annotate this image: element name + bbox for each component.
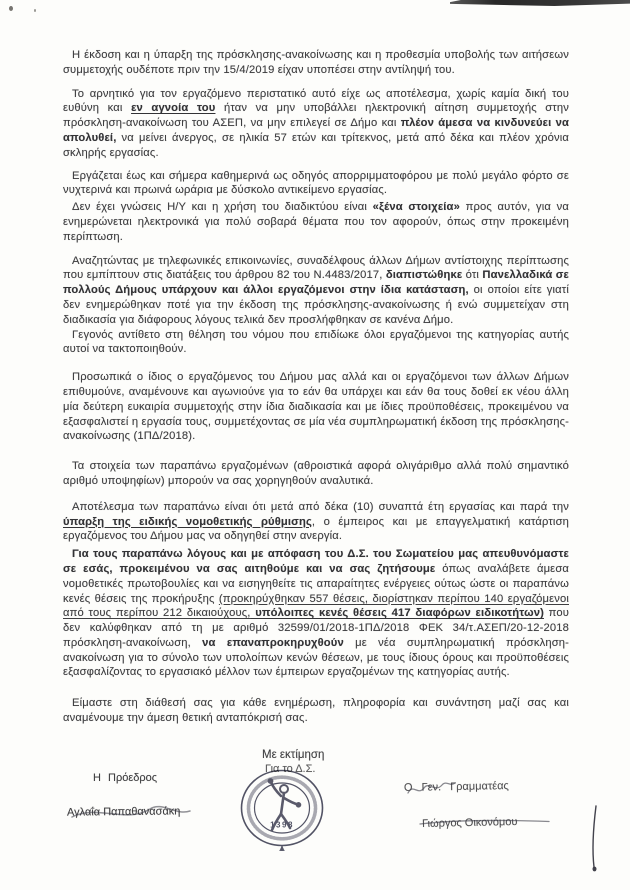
text-run: ότι <box>462 269 483 282</box>
paragraph <box>63 200 569 244</box>
text-run: να επαναπροκηρυχθούν <box>202 636 344 649</box>
text-run: Αποτέλεσμα των παραπάνω είναι ότι μετά από δέκα (10) συναπτά έτη εργασίας και παρά την <box>72 500 569 513</box>
text-run: Είμαστε στη διάθεσή σας για κάθε ενημέρωση, πληροφορία και συνάντηση μαζί σας και αναμένουμε την άμεση θετική ανταπόκρισή σας. <box>63 697 569 725</box>
text-run: Δεν έχει γνώσεις Η/Υ και η χρήση του διαδικτύου είναι <box>72 201 373 214</box>
paragraph <box>63 48 569 78</box>
text-run: Πανελλαδικά σε πολλούς Δήμους υπάρχουν και άλλοι εργαζόμενοι στην ίδια κατάσταση, <box>63 269 569 297</box>
text-run: (προκηρύχθηκαν 557 θέσεις, διορίστηκαν περίπου 140 εργαζόμενοι από τους περίπου 212 δικαιούχους, <box>63 592 569 620</box>
letter-body <box>63 48 569 726</box>
text-run: Προσωπικά ο ίδιος ο εργαζόμενος του Δήμου μας αλλά και οι εργαζόμενοι των άλλων Δήμων επιθυμούνε, αναμένουνε και αγωνιούνε για το εάν θα υπάρχει και εάν θα τους δοθεί εκ νέου άλλη μία δεύτερη ευκαιρία συμμετοχής στην ίδια διαδικασία και με ίδιες προϋποθέσεις, προκειμένου να εξασφαλιστεί η εργασία τους, συμμετέχοντας σε μία νέα συμπληρωματική έκδοση της πρόσκλησης-ανακοίνωσης (1ΠΔ/2018). <box>63 371 569 443</box>
text-run: ήταν να μην υποβάλλει ηλεκτρονική αίτηση συμμετοχής στην πρόσκληση-ανακοίνωση του ΑΣΕΠ, να μην επιλεγεί σε Δήμο και <box>63 102 569 130</box>
pen-mark-right <box>593 806 597 871</box>
paragraph <box>63 169 569 199</box>
stamp-number: 1398 <box>270 820 294 830</box>
closing-salutation: Με εκτίμηση <box>262 749 325 761</box>
scan-speck <box>34 9 36 12</box>
paragraph <box>63 696 569 726</box>
text-run: όπως αναλάβετε άμεσα νομοθετικές πρωτοβουλίες και να εισηγηθείτε τις απαραίτητες ενέργειες ούτως ώστε οι παραπάνω κενές θέσεις της προκήρυξης <box>63 562 569 605</box>
scan-speck <box>9 6 13 11</box>
text-run: Το αρνητικό για τον εργαζόμενο περιστατικό αυτό είχε ως αποτέλεσμα, χωρίς καμία δική του ευθύνη και <box>63 87 569 115</box>
text-run: εν αγνοία του <box>131 102 216 115</box>
text-run: με νέα συμπληρωματική πρόσκληση-ανακοίνωση για το σύνολο των υπολοίπων κενών θέσεων, με τους ίδιους όρους και προϋποθέσεις εξασφαλίζοντας το εργασιακό μέλλον των έμπειρων εργαζομένων της κατηγορίας αυτής. <box>63 636 569 679</box>
president-title: Η Πρόεδρος <box>93 772 158 784</box>
text-run: Τα στοιχεία των παραπάνω εργαζομένων (αθροιστικά αφορά ολιγάριθμο αλλά πολύ σημαντικό αριθμό υποψηφίων) μπορούν να σας χορηγηθούν αναλυτικά. <box>63 460 569 487</box>
text-run: Εργάζεται έως και σήμερα καθημερινά ως οδηγός απορριμματοφόρου με πολύ μεγάλο φόρτο σε νυχτερινά και πρωινά ωράρια με δύσκολο αντικείμενο εργασίας. <box>63 169 569 197</box>
union-round-stamp-icon <box>239 768 325 852</box>
text-run: να μείνει άνεργος, σε ηλικία 57 ετών και τρίτεκνος, μετά από δέκα και πλέον χρόνια σκληρής εργασίας. <box>63 131 569 159</box>
paragraph <box>63 500 569 544</box>
text-run: Αναζητώντας με τηλεφωνικές επικοινωνίες, συναδέλφους άλλων Δήμων αντίστοιχης περίπτωσης που εμπίπτουν στις διατάξεις του άρθρου 82 του Ν.4483/2017, <box>63 254 569 282</box>
text-run: που δεν καλύφθηκαν από τη με αριθμό 32599/01/2018-1ΠΔ/2018 ΦΕΚ 34/τ.ΑΣΕΠ/20-12-2018 πρόσκληση-ανακοίνωση, <box>63 607 570 649</box>
secretary-title: Ο Γεν. Γραμματέας <box>403 780 509 794</box>
paragraph <box>63 254 569 328</box>
president-name: Αγλαΐα Παπαθανασάκη <box>66 805 181 819</box>
paragraph <box>63 87 569 161</box>
text-run: Για τους παραπάνω λόγους και με απόφαση του Δ.Σ. του Σωματείου μας απευθυνόμαστε σε εσάς, προκειμένου να σας αιτηθούμε και να σας ζητήσουμε <box>63 548 569 575</box>
text-run: υπόλοιπες κενές θέσεις 417 διαφόρων ειδικοτήτων) <box>250 607 544 620</box>
text-run: Η έκδοση και η ύπαρξη της πρόσκλησης-ανακοίνωσης και η προθεσμία υποβολής των αιτήσεων συμμετοχής ουδέποτε πριν την 15/4/2019 είχαν υποπέσει στην αντίληψή του. <box>63 49 569 76</box>
text-run: , ο έμπειρος και με επαγγελματική κατάρτιση εργαζόμενος του Δήμου μας να οδηγηθεί στην ανεργία. <box>63 515 569 543</box>
paragraph <box>63 370 569 444</box>
secretary-name: Γιώργος Οικονόμου <box>421 816 518 830</box>
text-run: πλέον άμεσα να κινδυνεύει να απολυθεί, <box>63 117 569 144</box>
text-run: ύπαρξη της ειδικής νομοθετικής ρύθμισης <box>63 515 312 528</box>
paragraph <box>63 328 569 358</box>
text-run: προς αυτόν, για να ενημερώνεται ηλεκτρονικά για πολύ σοβαρά θέματα που τον αφορούν, όπως στην προκειμένη περίπτωση. <box>63 201 569 243</box>
paragraph <box>63 547 569 680</box>
text-run: διαπιστώθηκε <box>385 269 463 282</box>
closing-on-behalf: Για το Δ.Σ. <box>265 763 316 775</box>
text-run: Γεγονός αντίθετο στη θέληση του νόμου που επιδίωκε όλοι εργαζόμενοι της κατηγορίας αυτής αυτοί να τακτοποιηθούν. <box>63 328 569 356</box>
text-run: «ξένα στοιχεία» <box>372 201 460 214</box>
paragraph <box>63 459 569 489</box>
scan-smudge-top-right <box>450 0 630 6</box>
text-run: οι οποίοι είτε γιατί δεν ενημερώθηκαν ποτέ για την έκδοση της πρόσκλησης-ανακοίνωσης ή ενώ συμμετείχαν στη διαδικασία για διάφορους λόγους τελικά δεν προσλήφθηκαν σε κανένα Δήμο. <box>63 284 569 326</box>
